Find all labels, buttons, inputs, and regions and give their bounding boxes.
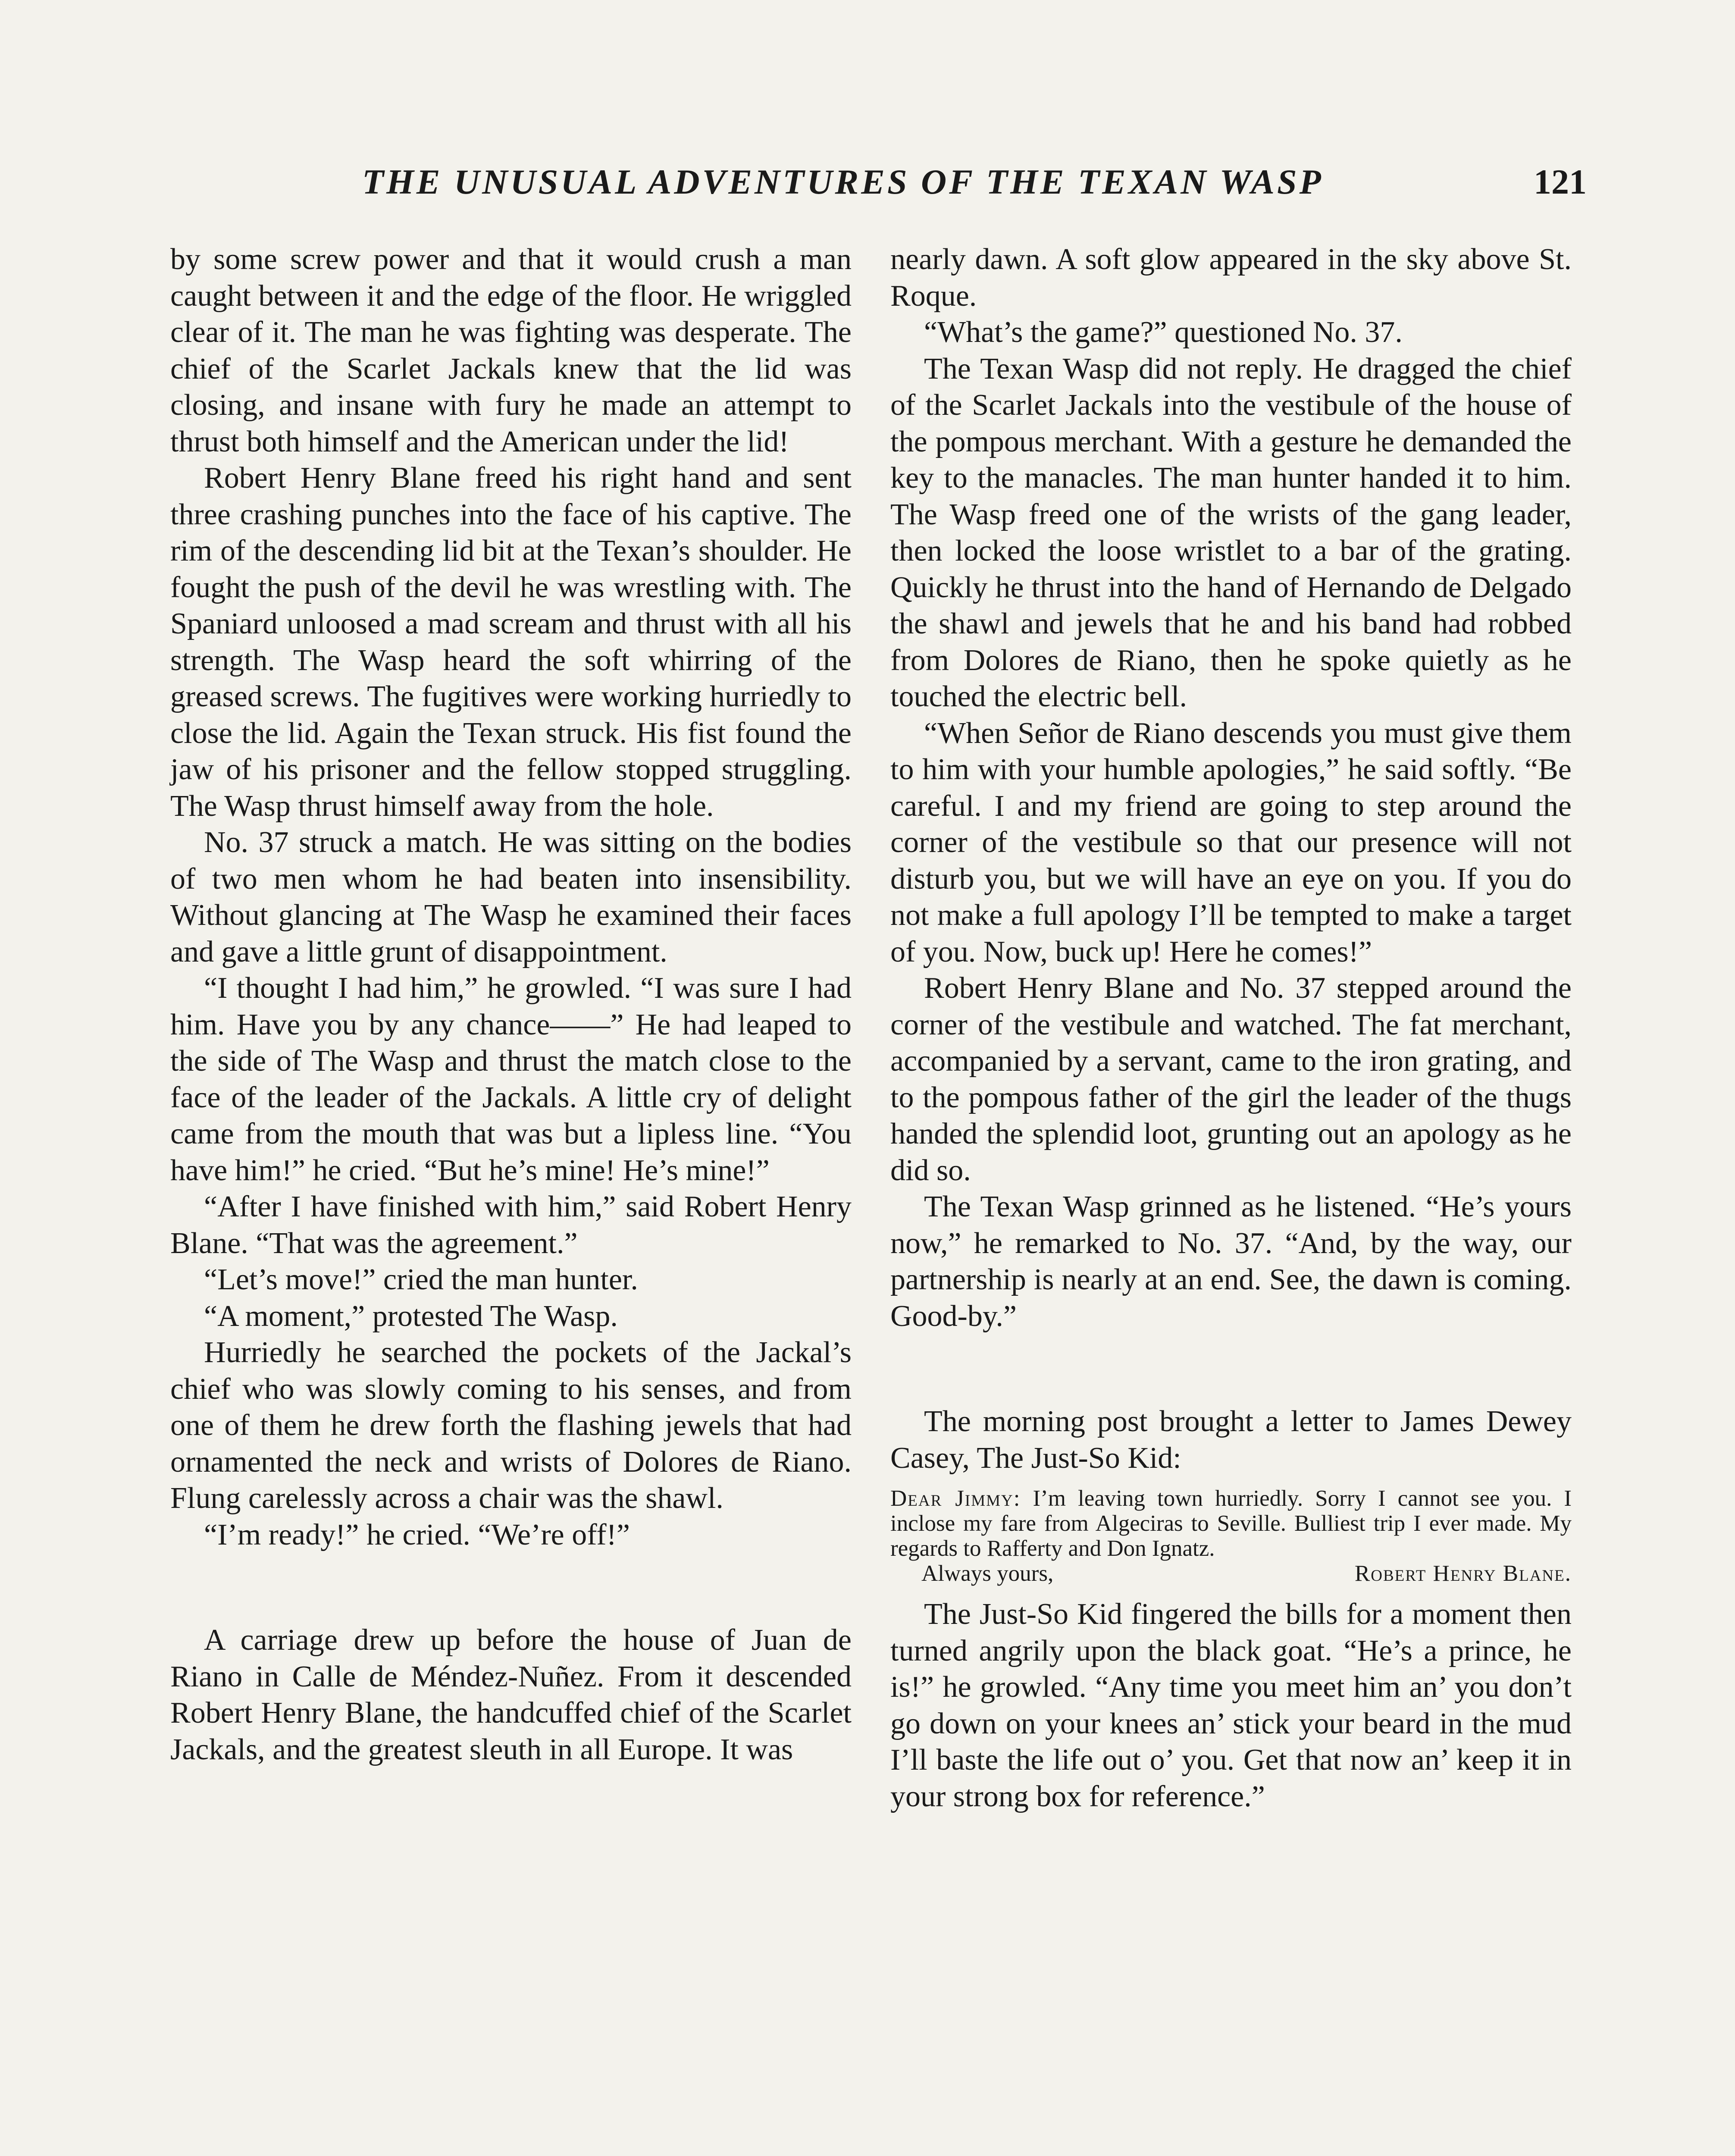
paragraph: “What’s the game?” questioned No. 37.	[924, 316, 1403, 349]
letter-body: I’m leaving town hurriedly. Sorry I cannot see you. I inclose my fare from Algeciras to Seville. Bulliest trip I ever made. My regards to Rafferty and Don Ignatz.	[890, 1486, 1572, 1561]
paragraph: Hurriedly he searched the pockets of the Jackal’s chief who was slowly coming to his senses, and from one of them he drew forth the flashing jewels that had ornamented the neck and wrists of Dolores de Riano. Flung carelessly across a chair was the shawl.	[170, 1336, 852, 1515]
left-column	[170, 241, 852, 1768]
section-break	[890, 1335, 1572, 1404]
paragraph: by some screw power and that it would crush a man caught between it and the edge of the floor. He wriggled clear of it. The man he was fighting was desperate. The chief of the Scarlet Jackals knew that the lid was closing, and insane with fury he made an attempt to thrust both himself and the American under the lid!	[170, 243, 852, 458]
paragraph: Robert Henry Blane and No. 37 stepped around the corner of the vestibule and watched. The fat merchant, accompanied by a servant, came to the iron grating, and to the pompous father of the girl the leader of the thugs handed the splendid loot, grunting out an apology as he did so.	[890, 971, 1572, 1187]
section-break	[170, 1553, 852, 1622]
letter-block	[890, 1486, 1572, 1586]
paragraph: The Just-So Kid fingered the bills for a moment then turned angrily upon the black goat. “He’s a prince, he is!” he growled. “Any time you meet him an’ you don’t go down on your knees an’ stick your beard in the mud I’ll baste the life out o’ you. Get that now an’ keep it in your strong box for reference.”	[890, 1598, 1572, 1813]
paragraph: “A moment,” protested The Wasp.	[204, 1299, 618, 1333]
letter-salutation: Dear Jimmy:	[890, 1486, 1021, 1511]
paragraph: “After I have finished with him,” said Robert Henry Blane. “That was the agreement.”	[170, 1190, 852, 1260]
running-head	[168, 153, 1600, 209]
letter-closing: Always yours,	[921, 1561, 1054, 1586]
paragraph: “Let’s move!” cried the man hunter.	[204, 1263, 638, 1296]
paragraph: The Texan Wasp did not reply. He dragged the chief of the Scarlet Jackals into the vestibule of the house of the pompous merchant. With a gesture he demanded the key to the manacles. The man hunter handed it to him. The Wasp freed one of the wrists of the gang leader, then locked the loose wristlet to a bar of the grating. Quickly he thrust into the hand of Hernando de Delgado the shawl and jewels that he and his band had robbed from Dolores de Riano, then he spoke quietly as he touched the electric bell.	[890, 352, 1572, 713]
paragraph: The morning post brought a letter to James Dewey Casey, The Just-So Kid:	[890, 1405, 1572, 1475]
paragraph: “I thought I had him,” he growled. “I was sure I had him. Have you by any chance——” He had leaped to the side of The Wasp and thrust the match close to the face of the leader of the Jackals. A little cry of delight came from the mouth that was but a lipless line. “You have him!” he cried. “But he’s mine! He’s mine!”	[170, 971, 852, 1187]
letter-closing-line	[890, 1561, 1572, 1586]
paragraph: The Texan Wasp grinned as he listened. “He’s yours now,” he remarked to No. 37. “And, by the way, our partnership is nearly at an end. See, the dawn is coming. Good-by.”	[890, 1190, 1572, 1333]
paragraph: nearly dawn. A soft glow appeared in the sky above St. Roque.	[890, 243, 1572, 313]
page-number: 121	[1534, 162, 1587, 201]
paragraph: “When Señor de Riano descends you must give them to him with your humble apologies,” he said softly. “Be careful. I and my friend are going to step around the corner of the vestibule so that our presence will not disturb you, but we will have an eye on you. If you do not make a full apology I’ll be tempted to make a target of you. Now, buck up! Here he comes!”	[890, 716, 1572, 968]
paragraph: Robert Henry Blane freed his right hand and sent three crashing punches into the face of his captive. The rim of the descending lid bit at the Texan’s shoulder. He fought the push of the devil he was wrestling with. The Spaniard unloosed a mad scream and thrust with all his strength. The Wasp heard the soft whirring of the greased screws. The fugitives were working hurriedly to close the lid. Again the Texan struck. His fist found the jaw of his prisoner and the fellow stopped struggling. The Wasp thrust himself away from the hole.	[170, 461, 852, 823]
paragraph: No. 37 struck a match. He was sitting on the bodies of two men whom he had beaten into insensibility. Without glancing at The Wasp he examined their faces and gave a little grunt of disappointment.	[170, 826, 852, 968]
paragraph: A carriage drew up before the house of Juan de Riano in Calle de Méndez-Nuñez. From it descended Robert Henry Blane, the handcuffed chief of the Scarlet Jackals, and the greatest sleuth in all Europe. It was	[170, 1623, 852, 1766]
paragraph: “I’m ready!” he cried. “We’re off!”	[204, 1518, 630, 1551]
running-head-title: THE UNUSUAL ADVENTURES OF THE TEXAN WASP	[362, 162, 1324, 201]
right-column	[890, 241, 1572, 1815]
letter-signature: Robert Henry Blane.	[1354, 1561, 1572, 1586]
